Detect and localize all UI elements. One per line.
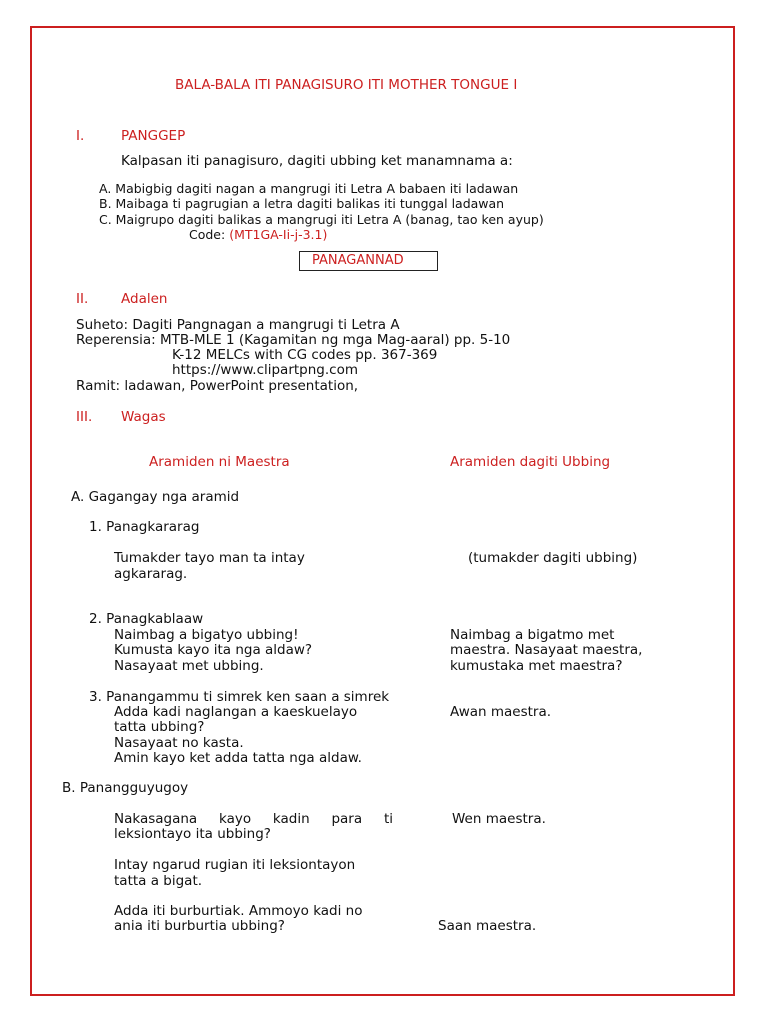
item3-teacher-line2: tatta ubbing? <box>114 719 205 735</box>
part-b-label: B. Panangguyugoy <box>62 780 189 796</box>
item2-teacher-line2: Kumusta kayo ita nga aldaw? <box>114 642 313 658</box>
objective-b: B. Maibaga ti pagrugian a letra dagiti balikas iti tunggal ladawan <box>99 196 505 211</box>
item3-teacher-line4: Amin kayo ket adda tatta nga aldaw. <box>114 750 362 766</box>
item3-pupils-line1: Awan maestra. <box>450 704 552 720</box>
page-border <box>30 26 735 996</box>
b-question1-line1: Nakasagana kayo kadin para ti <box>114 811 393 827</box>
item2-pupils-line3: kumustaka met maestra? <box>450 658 623 674</box>
b-question2-line2: tatta a bigat. <box>114 873 203 889</box>
section1-heading: PANGGEP <box>121 128 186 144</box>
item3-label: 3. Panangammu ti simrek ken saan a simrek <box>89 689 390 705</box>
melcs-line: K-12 MELCs with CG codes pp. 367-369 <box>172 347 438 363</box>
objective-a: A. Mabigbig dagiti nagan a mangrugi iti Letra A babaen iti ladawan <box>99 181 519 196</box>
section1-intro: Kalpasan iti panagisuro, dagiti ubbing ket manamnama a: <box>121 153 513 169</box>
suheto-line: Suheto: Dagiti Pangnagan a mangrugi ti Letra A <box>76 317 400 333</box>
url-line: https://www.clipartpng.com <box>172 362 358 378</box>
reperensia-line: Reperensia: MTB-MLE 1 (Kagamitan ng mga Mag-aaral) pp. 5-10 <box>76 332 511 348</box>
code-line <box>189 227 327 242</box>
section3-heading: Wagas <box>121 409 166 425</box>
item1-pupils-line1: (tumakder dagiti ubbing) <box>468 550 638 566</box>
b-question1-line2: leksiontayo ita ubbing? <box>114 826 271 842</box>
objective-c: C. Maigrupo dagiti balikas a mangrugi iti Letra A (banag, tao ken ayup) <box>99 212 544 227</box>
section2-number: II. <box>76 291 89 307</box>
panagannad-label: PANAGANNAD <box>312 253 404 268</box>
ramit-line: Ramit: ladawan, PowerPoint presentation, <box>76 378 359 394</box>
column-header-teacher: Aramiden ni Maestra <box>149 454 290 470</box>
item2-pupils-line2: maestra. Nasayaat maestra, <box>450 642 643 658</box>
item3-teacher-line1: Adda kadi naglangan a kaeskuelayo <box>114 704 358 720</box>
item1-teacher-line1: Tumakder tayo man ta intay <box>114 550 305 566</box>
document-title: BALA-BALA ITI PANAGISURO ITI MOTHER TONGUE I <box>175 77 518 93</box>
item2-teacher-line3: Nasayaat met ubbing. <box>114 658 264 674</box>
b-answer3: Saan maestra. <box>438 918 537 934</box>
code-value: (MT1GA-Ii-j-3.1) <box>229 227 328 242</box>
item2-pupils-line1: Naimbag a bigatmo met <box>450 627 615 643</box>
item2-teacher-line1: Naimbag a bigatyo ubbing! <box>114 627 299 643</box>
column-header-pupils: Aramiden dagiti Ubbing <box>450 454 611 470</box>
item1-teacher-line2: agkararag. <box>114 566 188 582</box>
item1-label: 1. Panagkararag <box>89 519 200 535</box>
b-question3-line1: Adda iti burburtiak. Ammoyo kadi no <box>114 903 363 919</box>
b-answer1: Wen maestra. <box>452 811 546 827</box>
b-question2-line1: Intay ngarud rugian iti leksiontayon <box>114 857 356 873</box>
item3-teacher-line3: Nasayaat no kasta. <box>114 735 244 751</box>
part-a-label: A. Gagangay nga aramid <box>71 489 240 505</box>
section3-number: III. <box>76 409 93 425</box>
section1-number: I. <box>76 128 85 144</box>
panagannad-box <box>299 251 438 271</box>
section2-heading: Adalen <box>121 291 168 307</box>
item2-label: 2. Panagkablaaw <box>89 611 204 627</box>
b-question3-line2: ania iti burburtia ubbing? <box>114 918 285 934</box>
code-label: Code: <box>189 227 226 242</box>
